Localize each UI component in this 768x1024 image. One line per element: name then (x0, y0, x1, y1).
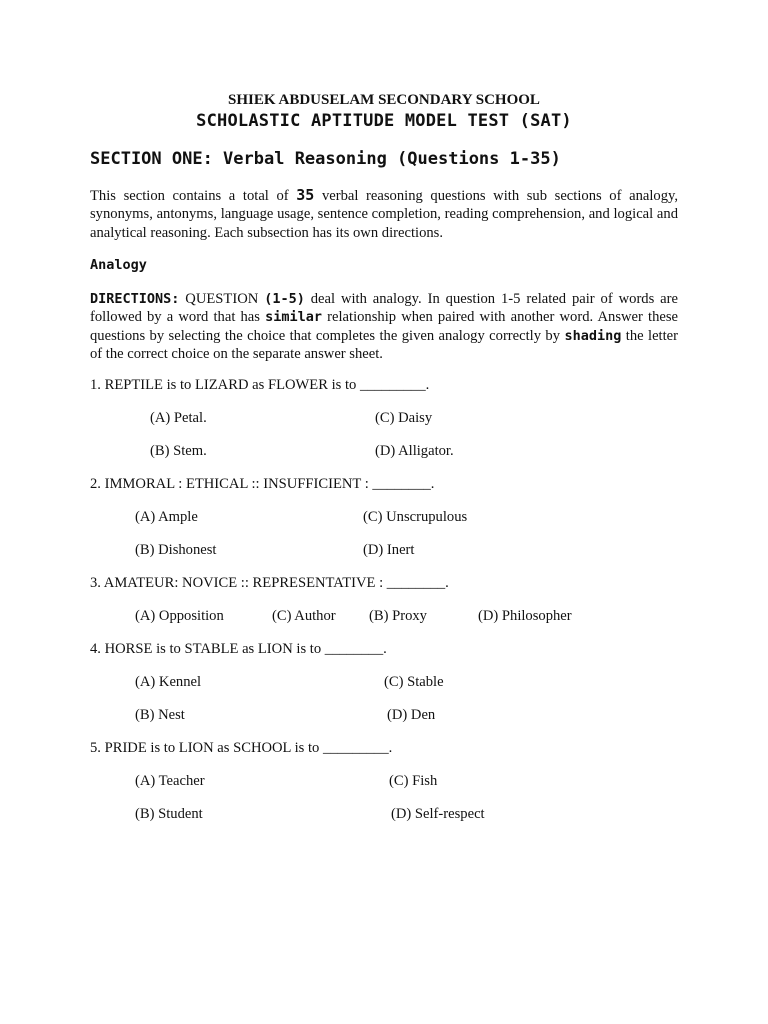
directions-text-4: the letter of the correct choice on the separate answer sheet. (90, 327, 678, 362)
test-title: SCHOLASTIC APTITUDE MODEL TEST (SAT) (196, 111, 572, 131)
directions-text-3: relationship when paired with another word. Answer these questions by selecting the choice that completes the given analogy correctly by (90, 309, 678, 344)
option-1b: (B) Stem. (150, 443, 207, 459)
question-5: 5. PRIDE is to LION as SCHOOL is to _________. (90, 740, 393, 756)
question-3: 3. AMATEUR: NOVICE :: REPRESENTATIVE : ________. (90, 575, 449, 591)
school-name: SHIEK ABDUSELAM SECONDARY SCHOOL (228, 92, 540, 108)
directions-text-1: QUESTION (179, 291, 265, 307)
intro-text-end: verbal reasoning questions with sub sections of analogy, synonyms, antonyms, language usage, sentence completion, reading comprehension, and logical and analytical reasoning. Each subsection has its own directions. (90, 188, 678, 241)
directions (90, 290, 678, 363)
option-2b: (B) Dishonest (135, 542, 217, 558)
option-4a: (A) Kennel (135, 674, 202, 690)
option-5a: (A) Teacher (135, 773, 205, 789)
subsection-title: Analogy (90, 257, 147, 273)
question-1: 1. REPTILE is to LIZARD as FLOWER is to _________. (90, 377, 430, 393)
option-5d: (D) Self-respect (391, 806, 485, 822)
emphasis-shading: shading (564, 327, 622, 344)
option-4b: (B) Nest (135, 707, 185, 723)
option-3d: (D) Philosopher (478, 608, 572, 624)
option-4c: (C) Stable (384, 674, 444, 690)
option-1c: (C) Daisy (375, 410, 433, 426)
directions-label: DIRECTIONS: (90, 291, 180, 307)
option-3b: (B) Proxy (369, 608, 427, 624)
option-5b: (B) Student (135, 806, 203, 822)
option-1d: (D) Alligator. (375, 443, 454, 459)
option-4d: (D) Den (387, 707, 436, 723)
question-count: 35 (296, 186, 315, 204)
directions-text-2: deal with analogy. In question 1-5 related pair of words are followed by a word that has (90, 291, 678, 326)
section-intro (90, 186, 678, 242)
emphasis-similar: similar (265, 309, 323, 326)
question-2: 2. IMMORAL : ETHICAL :: INSUFFICIENT : ________. (90, 476, 435, 492)
section-title: SECTION ONE: Verbal Reasoning (Questions 1-35) (90, 149, 561, 169)
option-2d: (D) Inert (363, 542, 415, 558)
option-2a: (A) Ample (135, 509, 198, 525)
question-range: (1-5) (264, 291, 305, 307)
option-2c: (C) Unscrupulous (363, 509, 468, 525)
intro-text-start: This section contains a total of (90, 188, 297, 204)
option-3a: (A) Opposition (135, 608, 224, 624)
option-5c: (C) Fish (389, 773, 438, 789)
question-4: 4. HORSE is to STABLE as LION is to ________. (90, 641, 387, 657)
option-1a: (A) Petal. (150, 410, 207, 426)
option-3c: (C) Author (272, 608, 336, 624)
